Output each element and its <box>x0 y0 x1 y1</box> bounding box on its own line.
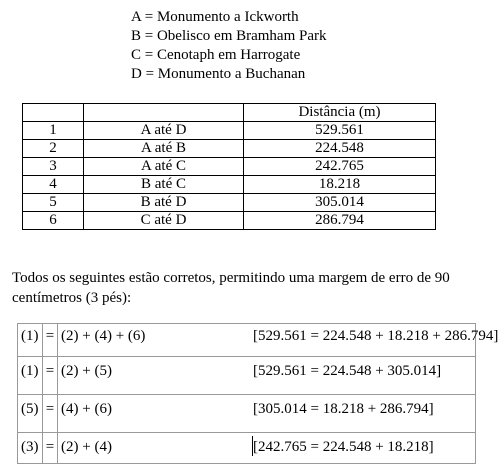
equation-lhs: (1) <box>18 324 43 357</box>
equation-check: [242.765 = 224.548 + 18.218] <box>253 439 434 455</box>
row-distance: 529.561 <box>244 122 436 140</box>
legend <box>131 8 327 84</box>
table-row <box>23 140 436 158</box>
row-distance: 18.218 <box>244 176 436 194</box>
legend-line-a: A = Monumento a Ickworth <box>131 9 299 25</box>
distance-table-header <box>23 104 436 122</box>
equation-rhs: (2) + (4) + (6) <box>61 328 146 344</box>
row-number: 4 <box>23 176 84 194</box>
equation-rhs-cell <box>58 395 476 433</box>
row-route: A até C <box>84 158 244 176</box>
equation-rhs-cell <box>58 324 498 357</box>
intro-paragraph: Todos os seguintes estão corretos, permitindo uma margem de erro de 90 centímetros (3 pés): <box>12 270 450 306</box>
equation-check: [305.014 = 18.218 + 286.794] <box>253 401 434 417</box>
equation-rhs: (2) + (4) <box>61 439 112 455</box>
table-row <box>23 158 436 176</box>
row-distance: 286.794 <box>244 212 436 230</box>
row-route: A até D <box>84 122 244 140</box>
row-distance: 224.548 <box>244 140 436 158</box>
legend-line-c: C = Cenotaph em Harrogate <box>131 47 301 63</box>
row-distance: 242.765 <box>244 158 436 176</box>
table-row <box>23 194 436 212</box>
equation-table <box>17 323 498 464</box>
row-distance: 305.014 <box>244 194 436 212</box>
row-route: B até C <box>84 176 244 194</box>
table-row <box>23 212 436 230</box>
row-number: 1 <box>23 122 84 140</box>
equation-rhs: (4) + (6) <box>61 401 112 417</box>
equation-rhs: (2) + (5) <box>61 363 112 379</box>
equation-row <box>18 433 476 464</box>
table-row <box>23 122 436 140</box>
equation-rhs-cell <box>58 357 476 395</box>
row-route: C até D <box>84 212 244 230</box>
distance-table <box>22 103 436 230</box>
equation-lhs: (5) <box>18 395 43 433</box>
header-cell-route <box>84 104 244 122</box>
row-number: 2 <box>23 140 84 158</box>
equals-sign: = <box>43 324 58 357</box>
legend-line-b: B = Obelisco em Bramham Park <box>131 28 327 44</box>
header-cell-distance: Distância (m) <box>244 104 436 122</box>
equation-check: [529.561 = 224.548 + 18.218 + 286.794] <box>253 328 498 344</box>
equation-lhs: (1) <box>18 357 43 395</box>
table-row <box>23 176 436 194</box>
equation-row <box>18 395 476 433</box>
row-number: 6 <box>23 212 84 230</box>
header-cell-num <box>23 104 84 122</box>
equation-lhs: (3) <box>18 433 43 464</box>
row-route: A até B <box>84 140 244 158</box>
equation-row <box>18 324 476 357</box>
equals-sign: = <box>43 357 58 395</box>
row-number: 3 <box>23 158 84 176</box>
row-number: 5 <box>23 194 84 212</box>
equation-check: [529.561 = 224.548 + 305.014] <box>253 363 442 379</box>
row-route: B até D <box>84 194 244 212</box>
legend-line-d: D = Monumento a Buchanan <box>131 66 306 82</box>
equals-sign: = <box>43 395 58 433</box>
equals-sign: = <box>43 433 58 464</box>
equation-rhs-cell <box>58 433 476 464</box>
equation-row <box>18 357 476 395</box>
